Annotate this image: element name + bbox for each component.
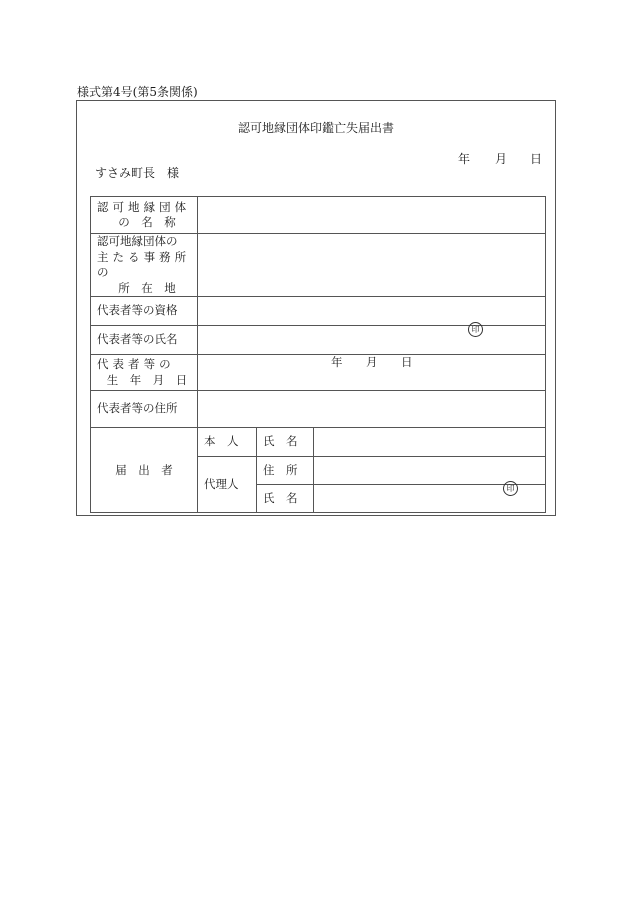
representative-name-label: 代表者等の氏名 [91,326,198,355]
group-name-label: 認可地縁団体 の 名 称 [91,197,198,234]
agent-name-label: 氏 名 [257,485,314,513]
seal-mark-representative: 印 [468,322,483,337]
addressee: すさみ町長 様 [95,166,180,180]
qualification-field[interactable] [198,297,546,326]
seal-mark-agent: 印 [503,481,518,496]
principal-name-label: 氏 名 [257,428,314,457]
address-field[interactable] [198,391,546,428]
agent-address-label: 住 所 [257,457,314,485]
row-address [91,391,546,428]
office-location-field[interactable] [198,234,546,297]
row-qualification [91,297,546,326]
birth-month-label: 月 [366,355,378,369]
principal-label: 本 人 [198,428,257,457]
form-frame [76,100,556,516]
birth-date-label: 代表者等の 生 年 月 日 [91,355,198,391]
filer-label: 届 出 者 [91,428,198,513]
principal-name-field[interactable] [314,428,546,457]
address-label: 代表者等の住所 [91,391,198,428]
date-month-label: 月 [495,152,508,166]
row-office-location [91,234,546,297]
date-year-label: 年 [458,152,471,166]
group-name-field[interactable] [198,197,546,234]
form-number-label: 様式第4号(第5条関係) [77,85,198,99]
application-table [90,196,546,513]
row-group-name [91,197,546,234]
agent-label: 代理人 [198,457,257,513]
office-location-label: 認可地縁団体の 主たる事務所の 所 在 地 [91,234,198,297]
date-day-label: 日 [530,152,543,166]
birth-day-label: 日 [401,355,413,369]
row-filer-principal [91,428,546,457]
row-birth-date [91,355,546,391]
form-title: 認可地縁団体印鑑亡失届出書 [237,121,394,135]
qualification-label: 代表者等の資格 [91,297,198,326]
representative-name-field[interactable] [198,326,546,355]
birth-year-label: 年 [331,355,343,369]
